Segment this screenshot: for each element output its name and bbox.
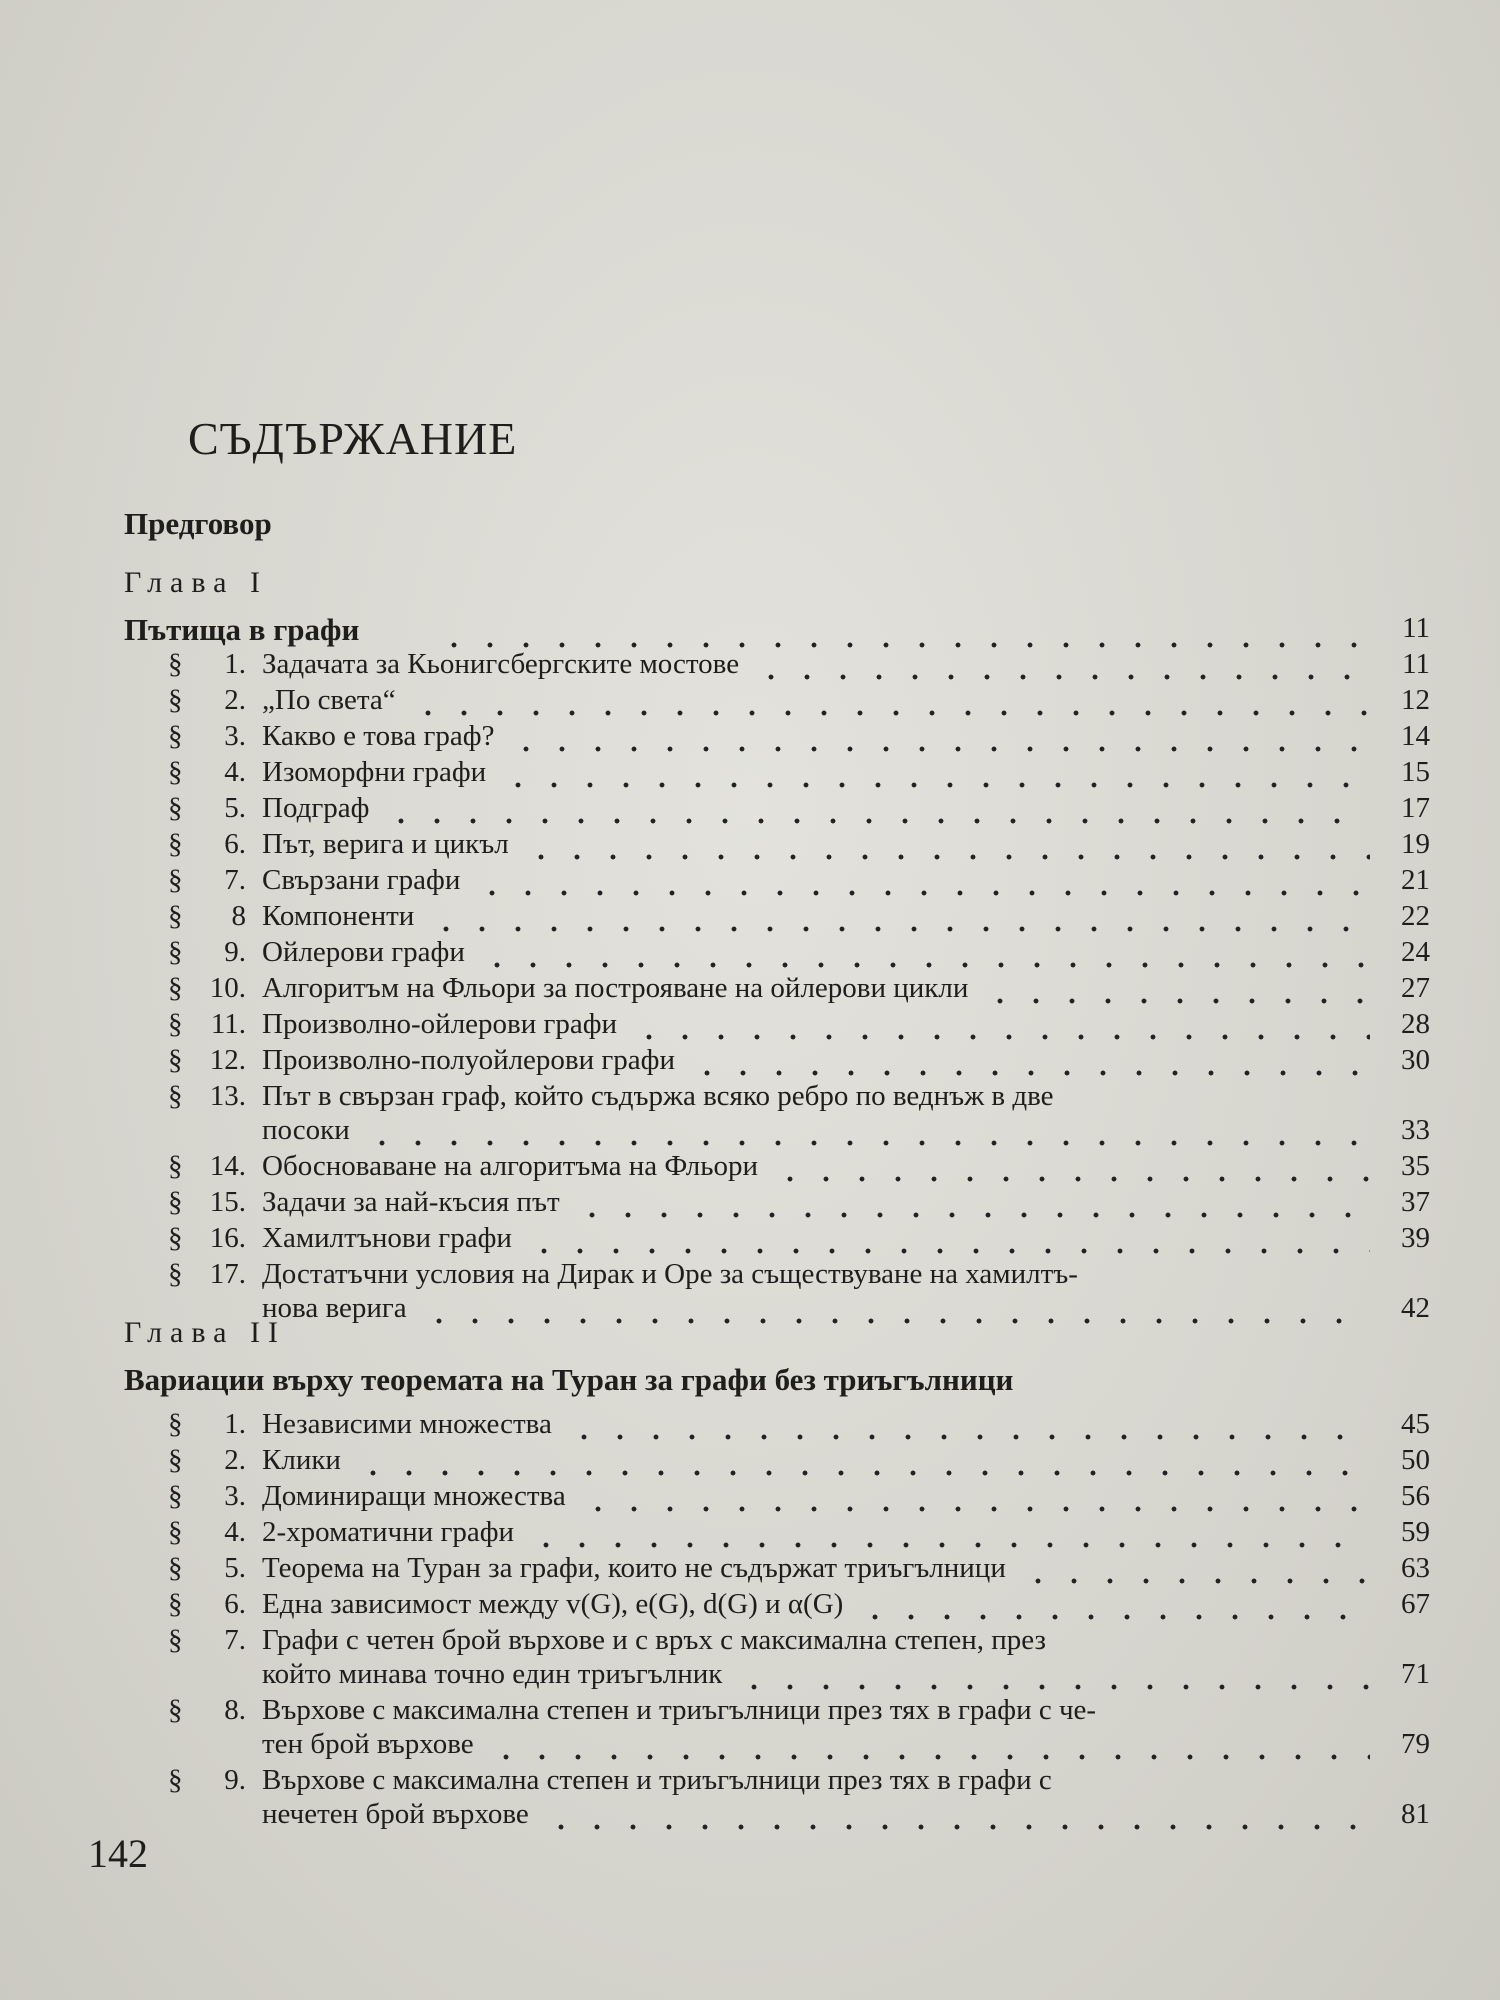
toc-entry <box>0 1080 1500 1116</box>
leader-dots <box>566 1410 1370 1440</box>
section-title-continuation: посоки <box>262 1114 350 1146</box>
section-page: 50 <box>1401 1444 1430 1476</box>
leader-dots <box>736 1660 1370 1690</box>
section-page: 12 <box>1401 684 1430 716</box>
section-number: 13. <box>209 1080 246 1112</box>
section-page: 21 <box>1401 864 1430 896</box>
leader-dots <box>364 1116 1370 1146</box>
foreword-entry: Предговор <box>124 506 272 541</box>
section-number: 3. <box>224 720 246 752</box>
section-symbol: § <box>168 720 183 752</box>
section-symbol: § <box>168 828 183 860</box>
leader-dots <box>580 1482 1370 1512</box>
section-number: 2. <box>224 684 246 716</box>
section-symbol: § <box>168 1186 183 1218</box>
section-number: 15. <box>209 1186 246 1218</box>
section-page: 30 <box>1401 1044 1430 1076</box>
section-symbol: § <box>168 936 183 968</box>
section-number: 8 <box>231 900 246 932</box>
section-page: 27 <box>1401 972 1430 1004</box>
section-symbol: § <box>168 1764 183 1796</box>
section-title: Подграф <box>262 792 370 824</box>
section-page: 71 <box>1401 1658 1430 1690</box>
section-title: Една зависимост между v(G), e(G), d(G) и α(G) <box>262 1588 844 1620</box>
section-page: 67 <box>1401 1588 1430 1620</box>
section-page: 56 <box>1401 1480 1430 1512</box>
page-title: СЪДЪРЖАНИЕ <box>188 413 518 464</box>
leader-dots <box>857 1590 1370 1620</box>
section-symbol: § <box>168 1694 183 1726</box>
section-page: 63 <box>1401 1552 1430 1584</box>
section-title: Произволно-полуойлерови графи <box>262 1044 675 1076</box>
chapter-2-title: Вариации върху теоремата на Туран за графи без триъгълници <box>124 1362 1014 1397</box>
section-title: „По света“ <box>262 684 396 716</box>
page-number: 142 <box>88 1831 148 1876</box>
section-number: 7. <box>224 864 246 896</box>
section-page: 11 <box>1402 648 1430 680</box>
chapter-2-label: Глава II <box>124 1316 286 1349</box>
section-symbol: § <box>168 1480 183 1512</box>
section-title: Път, верига и цикъл <box>262 828 509 860</box>
section-number: 9. <box>224 1764 246 1796</box>
section-symbol: § <box>168 1044 183 1076</box>
section-page: 33 <box>1401 1114 1430 1146</box>
section-number: 17. <box>209 1258 246 1290</box>
section-symbol: § <box>168 1552 183 1584</box>
section-title: Върхове с максимална степен и триъгълници през тях в графи с <box>262 1764 1052 1796</box>
section-title-continuation: тен брой върхове <box>262 1728 474 1760</box>
section-symbol: § <box>168 1624 183 1656</box>
toc-entry <box>0 1694 1500 1730</box>
section-symbol: § <box>168 1588 183 1620</box>
leader-dots <box>1020 1554 1370 1584</box>
section-page: 19 <box>1401 828 1430 860</box>
section-number: 5. <box>224 792 246 824</box>
section-title: Компоненти <box>262 900 415 932</box>
section-number: 1. <box>224 1408 246 1440</box>
section-title: Свързани графи <box>262 864 461 896</box>
leader-dots <box>772 1152 1370 1182</box>
leader-dots <box>982 974 1370 1004</box>
section-page: 79 <box>1401 1728 1430 1760</box>
section-page: 37 <box>1401 1186 1430 1218</box>
section-page: 28 <box>1401 1008 1430 1040</box>
section-page: 22 <box>1401 900 1430 932</box>
toc-entry <box>0 1258 1500 1294</box>
section-symbol: § <box>168 1150 183 1182</box>
leader-dots <box>474 866 1370 896</box>
section-title: Графи с четен брой върхове и с връх с максимална степен, през <box>262 1624 1046 1656</box>
leader-dots <box>543 1800 1370 1830</box>
section-title: Доминиращи множества <box>262 1480 566 1512</box>
section-title: Какво е това граф? <box>262 720 495 752</box>
section-page: 17 <box>1401 792 1430 824</box>
section-title: Хамилтънови графи <box>262 1222 512 1254</box>
section-number: 10. <box>209 972 246 1004</box>
section-title: Път в свързан граф, който съдържа всяко ребро по веднъж в две <box>262 1080 1054 1112</box>
section-number: 1. <box>224 648 246 680</box>
section-page: 14 <box>1401 720 1430 752</box>
section-number: 11. <box>210 1008 246 1040</box>
leader-dots <box>479 938 1370 968</box>
section-title: Обосноваване на алгоритъма на Фльори <box>262 1150 759 1182</box>
section-page: 42 <box>1401 1292 1430 1324</box>
toc-entry <box>0 1764 1500 1800</box>
leader-dots <box>488 1730 1370 1760</box>
section-page: 81 <box>1401 1798 1430 1830</box>
section-number: 8. <box>224 1694 246 1726</box>
section-number: 6. <box>224 828 246 860</box>
section-title: Теорема на Туран за графи, които не съдържат триъгълници <box>262 1552 1006 1584</box>
section-number: 12. <box>209 1044 246 1076</box>
chapter-1-leader-dots <box>436 618 1366 648</box>
leader-dots <box>355 1446 1370 1476</box>
section-symbol: § <box>168 1408 183 1440</box>
leader-dots <box>421 1294 1370 1324</box>
section-page: 59 <box>1401 1516 1430 1548</box>
section-number: 4. <box>224 756 246 788</box>
section-title: Достатъчни условия на Дирак и Оре за съществуване на хамилтъ- <box>262 1258 1078 1290</box>
section-symbol: § <box>168 900 183 932</box>
section-page: 39 <box>1401 1222 1430 1254</box>
leader-dots <box>383 794 1370 824</box>
chapter-1-page: 11 <box>1402 612 1430 644</box>
leader-dots <box>500 758 1370 788</box>
section-symbol: § <box>168 1258 183 1290</box>
leader-dots <box>508 722 1370 752</box>
section-title: Клики <box>262 1444 341 1476</box>
chapter-1-label: Глава I <box>124 566 268 599</box>
section-number: 3. <box>224 1480 246 1512</box>
section-page: 45 <box>1401 1408 1430 1440</box>
section-title: Изоморфни графи <box>262 756 487 788</box>
section-number: 2. <box>224 1444 246 1476</box>
section-title: Независими множества <box>262 1408 552 1440</box>
section-title-continuation: нова верига <box>262 1292 407 1324</box>
section-number: 4. <box>224 1516 246 1548</box>
leader-dots <box>410 686 1370 716</box>
section-symbol: § <box>168 1008 183 1040</box>
section-symbol: § <box>168 1516 183 1548</box>
section-symbol: § <box>168 972 183 1004</box>
leader-dots <box>526 1224 1370 1254</box>
section-symbol: § <box>168 1444 183 1476</box>
toc-entry <box>0 1624 1500 1660</box>
leader-dots <box>631 1010 1370 1040</box>
leader-dots <box>528 1518 1370 1548</box>
section-number: 6. <box>224 1588 246 1620</box>
section-symbol: § <box>168 648 183 680</box>
section-title: Произволно-ойлерови графи <box>262 1008 618 1040</box>
section-title: Алгоритъм на Фльори за построяване на ойлерови цикли <box>262 972 969 1004</box>
section-page: 15 <box>1401 756 1430 788</box>
section-title: Върхове с максимална степен и триъгълници през тях в графи с че- <box>262 1694 1097 1726</box>
section-title: Ойлерови графи <box>262 936 465 968</box>
leader-dots <box>689 1046 1370 1076</box>
leader-dots <box>428 902 1370 932</box>
section-symbol: § <box>168 756 183 788</box>
section-page: 24 <box>1401 936 1430 968</box>
section-title: 2-хроматични графи <box>262 1516 515 1548</box>
leader-dots <box>574 1188 1370 1218</box>
section-number: 14. <box>209 1150 246 1182</box>
section-page: 35 <box>1401 1150 1430 1182</box>
section-symbol: § <box>168 684 183 716</box>
section-symbol: § <box>168 1080 183 1112</box>
section-number: 9. <box>224 936 246 968</box>
section-number: 7. <box>224 1624 246 1656</box>
section-number: 5. <box>224 1552 246 1584</box>
section-title-continuation: нечетен брой върхове <box>262 1798 529 1830</box>
section-symbol: § <box>168 792 183 824</box>
section-title: Задачата за Кьонигсбергските мостове <box>262 648 740 680</box>
leader-dots <box>523 830 1370 860</box>
section-symbol: § <box>168 864 183 896</box>
section-title: Задачи за най-късия път <box>262 1186 560 1218</box>
section-title-continuation: който минава точно един триъгълник <box>262 1658 723 1690</box>
leader-dots <box>753 650 1370 680</box>
chapter-1-title: Пътища в графи <box>124 612 360 647</box>
section-number: 16. <box>209 1222 246 1254</box>
section-symbol: § <box>168 1222 183 1254</box>
